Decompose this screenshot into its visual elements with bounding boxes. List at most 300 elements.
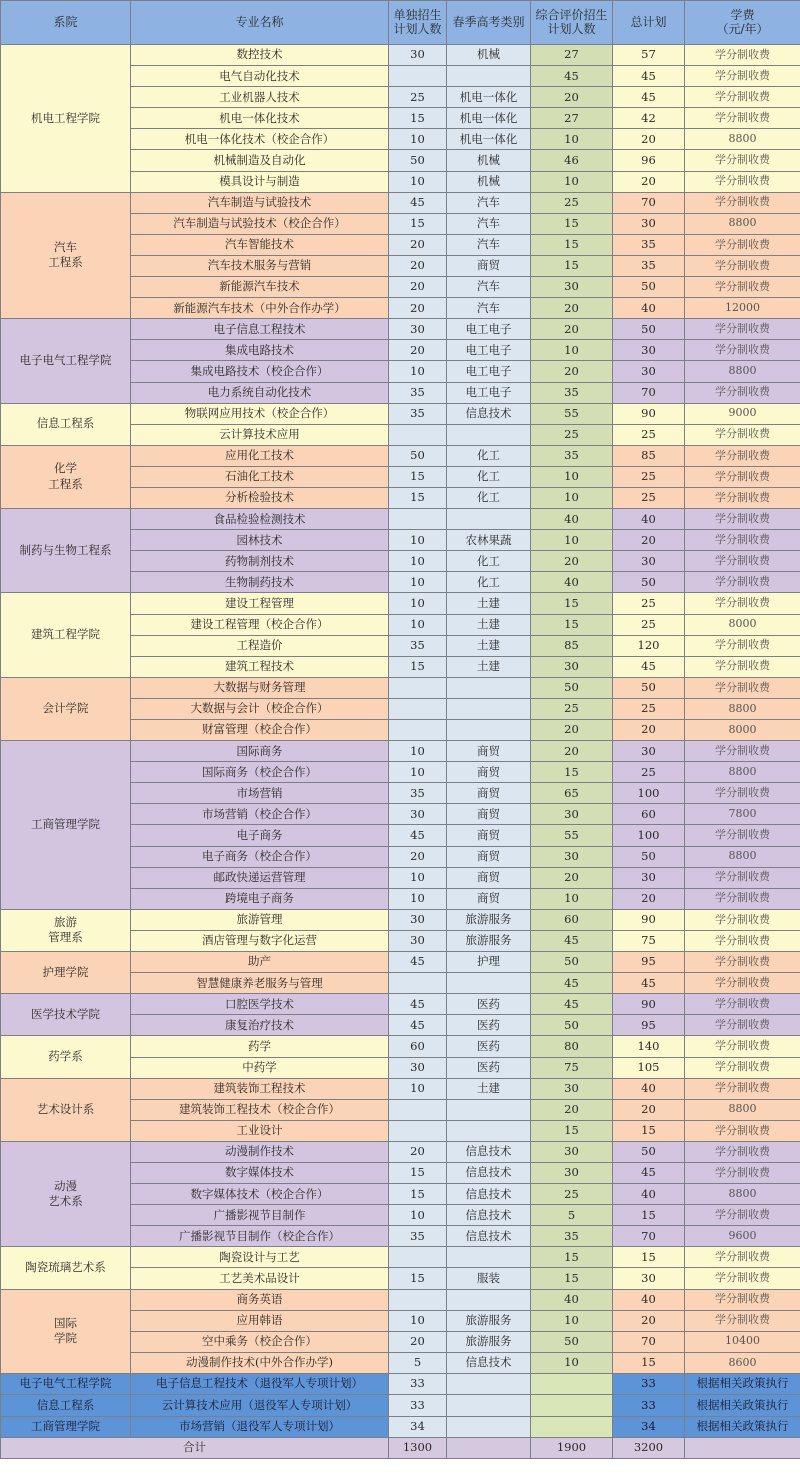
separate-count-cell: 60 [389,1036,447,1057]
total-cell: 140 [613,1036,685,1057]
dept-cell [1,1289,131,1373]
totals-comprehensive: 1900 [531,1437,613,1458]
dept-name-line1: 机电工程学院 [31,110,100,125]
separate-count-cell: 10 [389,1205,447,1226]
separate-count-cell: 35 [389,1226,447,1247]
comprehensive-count-cell: 45 [531,930,613,951]
major-cell: 新能源汽车技术（中外合作办学） [131,298,389,319]
separate-count-cell: 45 [389,952,447,973]
major-cell: 生物制药技术 [131,572,389,593]
fee-cell: 学分制收费 [685,192,800,213]
major-cell: 建设工程管理 [131,593,389,614]
total-cell: 34 [613,1416,685,1437]
category-cell: 化工 [447,551,531,572]
total-cell: 40 [613,1078,685,1099]
major-cell: 机电一体化技术（校企合作） [131,129,389,150]
separate-count-cell: 10 [389,129,447,150]
major-cell: 电子信息工程技术（退役军人专项计划） [131,1373,389,1394]
comprehensive-count-cell: 75 [531,1057,613,1078]
fee-cell: 学分制收费 [685,530,800,551]
comprehensive-count-cell: 45 [531,66,613,87]
table-row [1,403,800,424]
dept-name-line1: 信息工程系 [36,416,95,431]
separate-count-cell: 45 [389,192,447,213]
header-separate-line2: 计划人数 [393,21,442,36]
total-cell: 90 [613,403,685,424]
comprehensive-count-cell: 15 [531,1247,613,1268]
major-cell: 旅游管理 [131,909,389,930]
fee-cell: 学分制收费 [685,825,800,846]
dept-cell: 工商管理学院 [1,1416,131,1437]
category-cell [447,1120,531,1141]
total-cell: 30 [613,361,685,382]
fee-cell: 学分制收费 [685,340,800,361]
comprehensive-count-cell [531,1373,613,1394]
total-cell: 33 [613,1373,685,1394]
comprehensive-count-cell: 20 [531,361,613,382]
dept-name-line1: 艺术设计系 [36,1101,95,1116]
category-cell: 化工 [447,466,531,487]
dept-cell [1,1036,131,1078]
separate-count-cell: 35 [389,635,447,656]
table-row [1,1036,800,1057]
dept-name-line1: 动漫 [54,1178,77,1193]
total-cell: 25 [613,593,685,614]
major-cell: 模具设计与制造 [131,171,389,192]
major-cell: 电子商务（校企合作） [131,846,389,867]
total-cell: 20 [613,1310,685,1331]
fee-cell: 学分制收费 [685,1289,800,1310]
fee-cell: 学分制收费 [685,888,800,909]
fee-cell: 学分制收费 [685,867,800,888]
total-cell: 85 [613,445,685,466]
total-cell: 50 [613,1141,685,1162]
separate-count-cell [389,1099,447,1120]
separate-count-cell: 10 [389,1078,447,1099]
header-comprehensive [531,1,613,45]
comprehensive-count-cell: 20 [531,1099,613,1120]
comprehensive-count-cell: 20 [531,551,613,572]
fee-cell: 学分制收费 [685,677,800,698]
fee-cell: 学分制收费 [685,994,800,1015]
category-cell: 旅游服务 [447,909,531,930]
separate-count-cell: 20 [389,846,447,867]
separate-count-cell: 30 [389,1057,447,1078]
table-row [1,593,800,614]
fee-cell: 学分制收费 [685,909,800,930]
separate-count-cell: 20 [389,340,447,361]
comprehensive-count-cell: 15 [531,1268,613,1289]
separate-count-cell: 30 [389,909,447,930]
total-cell: 20 [613,530,685,551]
major-cell: 市场营销（退役军人专项计划） [131,1416,389,1437]
major-cell: 机械制造及自动化 [131,150,389,171]
major-cell: 汽车制造与试验技术 [131,192,389,213]
totals-total: 3200 [613,1437,685,1458]
total-cell: 20 [613,1099,685,1120]
header-separate-line1: 单独招生 [393,7,442,22]
comprehensive-count-cell: 30 [531,1141,613,1162]
category-cell: 汽车 [447,213,531,234]
fee-cell: 8800 [685,213,800,234]
separate-count-cell: 15 [389,487,447,508]
comprehensive-count-cell: 15 [531,593,613,614]
comprehensive-count-cell: 60 [531,909,613,930]
total-cell: 45 [613,656,685,677]
dept-cell [1,1141,131,1246]
total-cell: 60 [613,804,685,825]
comprehensive-count-cell: 5 [531,1205,613,1226]
total-cell: 42 [613,108,685,129]
table-header [1,1,800,45]
dept-name-line1: 国际 [54,1315,77,1330]
major-cell: 康复治疗技术 [131,1015,389,1036]
dept-cell [1,509,131,593]
total-cell: 95 [613,1015,685,1036]
category-cell: 商贸 [447,804,531,825]
header-fee [685,1,800,45]
major-cell: 建筑工程技术 [131,656,389,677]
major-cell: 新能源汽车技术 [131,277,389,298]
comprehensive-count-cell: 55 [531,403,613,424]
category-cell: 旅游服务 [447,1331,531,1352]
fee-cell: 8800 [685,1099,800,1120]
major-cell: 口腔医学技术 [131,994,389,1015]
dept-name-line1: 陶瓷琉璃艺术系 [25,1260,106,1275]
category-cell [447,1247,531,1268]
category-cell: 商贸 [447,867,531,888]
fee-cell: 7800 [685,804,800,825]
total-cell: 20 [613,720,685,741]
dept-cell [1,952,131,994]
dept-cell [1,1078,131,1141]
category-cell [447,1373,531,1394]
category-cell: 信息技术 [447,1141,531,1162]
separate-count-cell [389,424,447,445]
comprehensive-count-cell: 30 [531,846,613,867]
comprehensive-count-cell: 25 [531,698,613,719]
comprehensive-count-cell: 50 [531,1331,613,1352]
separate-count-cell [389,973,447,994]
major-cell: 集成电路技术 [131,340,389,361]
total-cell: 35 [613,255,685,276]
separate-count-cell: 20 [389,1331,447,1352]
total-cell: 35 [613,234,685,255]
dept-name-line2: 艺术系 [48,1194,83,1209]
total-cell: 45 [613,973,685,994]
separate-count-cell: 30 [389,319,447,340]
fee-cell: 根据相关政策执行 [685,1395,800,1416]
fee-cell: 学分制收费 [685,509,800,530]
separate-count-cell: 20 [389,234,447,255]
category-cell: 商贸 [447,888,531,909]
category-cell: 土建 [447,635,531,656]
total-cell: 100 [613,825,685,846]
category-cell: 机电一体化 [447,87,531,108]
category-cell: 商贸 [447,783,531,804]
separate-count-cell: 30 [389,930,447,951]
category-cell: 信息技术 [447,1352,531,1373]
fee-cell: 学分制收费 [685,1205,800,1226]
fee-cell: 学分制收费 [685,1057,800,1078]
fee-cell: 学分制收费 [685,572,800,593]
category-cell: 机械 [447,45,531,66]
fee-cell: 学分制收费 [685,593,800,614]
separate-count-cell: 10 [389,614,447,635]
major-cell: 分析检验技术 [131,487,389,508]
table-row [1,509,800,530]
separate-count-cell: 20 [389,277,447,298]
comprehensive-count-cell: 80 [531,1036,613,1057]
fee-cell: 学分制收费 [685,1310,800,1331]
comprehensive-count-cell: 27 [531,45,613,66]
comprehensive-count-cell: 30 [531,1078,613,1099]
dept-name-line1: 建筑工程学院 [31,627,100,642]
category-cell: 信息技术 [447,1184,531,1205]
table-row [1,677,800,698]
total-cell: 15 [613,1352,685,1373]
total-cell: 25 [613,762,685,783]
fee-cell: 学分制收费 [685,319,800,340]
header-comprehensive-line2: 计划人数 [547,21,596,36]
separate-count-cell [389,66,447,87]
fee-cell: 8000 [685,720,800,741]
major-cell: 酒店管理与数字化运营 [131,930,389,951]
total-cell: 30 [613,1268,685,1289]
fee-cell: 学分制收费 [685,1120,800,1141]
comprehensive-count-cell: 15 [531,614,613,635]
major-cell: 药物制剂技术 [131,551,389,572]
major-cell: 工程造价 [131,635,389,656]
dept-cell [1,45,131,193]
separate-count-cell: 15 [389,213,447,234]
table-row [1,994,800,1015]
separate-count-cell: 10 [389,171,447,192]
category-cell: 土建 [447,1078,531,1099]
category-cell: 商贸 [447,255,531,276]
header-comprehensive-line1: 综合评价招生 [535,7,608,22]
total-cell: 30 [613,867,685,888]
comprehensive-count-cell: 40 [531,509,613,530]
fee-cell: 学分制收费 [685,1141,800,1162]
major-cell: 大数据与会计（校企合作） [131,698,389,719]
comprehensive-count-cell: 46 [531,150,613,171]
category-cell: 土建 [447,656,531,677]
comprehensive-count-cell [531,1416,613,1437]
comprehensive-count-cell: 45 [531,994,613,1015]
separate-count-cell: 33 [389,1373,447,1394]
category-cell: 机电一体化 [447,129,531,150]
comprehensive-count-cell: 50 [531,1015,613,1036]
fee-cell: 学分制收费 [685,66,800,87]
dept-cell: 电子电气工程学院 [1,1373,131,1394]
dept-name-line1: 电子电气工程学院 [19,353,112,368]
comprehensive-count-cell: 25 [531,1184,613,1205]
major-cell: 国际商务 [131,741,389,762]
category-cell: 服装 [447,1268,531,1289]
fee-cell: 学分制收费 [685,87,800,108]
major-cell: 云计算技术应用 [131,424,389,445]
separate-count-cell: 10 [389,888,447,909]
major-cell: 药学 [131,1036,389,1057]
dept-name-line2: 工程系 [48,476,83,491]
category-cell [447,424,531,445]
separate-count-cell: 50 [389,150,447,171]
category-cell: 医药 [447,1057,531,1078]
fee-cell: 学分制收费 [685,1268,800,1289]
total-cell: 20 [613,888,685,909]
category-cell [447,1416,531,1437]
category-cell [447,720,531,741]
total-cell: 70 [613,382,685,403]
comprehensive-count-cell: 15 [531,1120,613,1141]
category-cell: 机械 [447,150,531,171]
total-cell: 45 [613,1162,685,1183]
category-cell: 旅游服务 [447,930,531,951]
comprehensive-count-cell: 35 [531,382,613,403]
comprehensive-count-cell: 25 [531,192,613,213]
fee-cell: 8800 [685,129,800,150]
separate-count-cell: 10 [389,741,447,762]
table-row [1,45,800,66]
separate-count-cell: 15 [389,656,447,677]
separate-count-cell [389,509,447,530]
major-cell: 助产 [131,952,389,973]
totals-label: 合计 [1,1437,389,1458]
category-cell: 农林果蔬 [447,530,531,551]
fee-cell: 8600 [685,1352,800,1373]
category-cell: 土建 [447,593,531,614]
header-category: 春季高考类别 [447,1,531,45]
comprehensive-count-cell: 10 [531,129,613,150]
separate-count-cell: 10 [389,593,447,614]
category-cell: 信息技术 [447,403,531,424]
major-cell: 机电一体化技术 [131,108,389,129]
major-cell: 电子商务 [131,825,389,846]
comprehensive-count-cell: 30 [531,804,613,825]
dept-name-line1: 旅游 [54,914,77,929]
total-cell: 50 [613,677,685,698]
comprehensive-count-cell [531,1395,613,1416]
category-cell: 电工电子 [447,382,531,403]
fee-cell: 学分制收费 [685,656,800,677]
category-cell: 电工电子 [447,361,531,382]
major-cell: 动漫制作技术(中外合作办学) [131,1352,389,1373]
separate-count-cell: 30 [389,804,447,825]
dept-name-line1: 化学 [54,461,77,476]
dept-cell [1,445,131,508]
total-cell: 15 [613,1120,685,1141]
category-cell: 商贸 [447,741,531,762]
separate-count-cell [389,720,447,741]
fee-cell: 学分制收费 [685,930,800,951]
separate-count-cell: 10 [389,572,447,593]
dept-cell [1,994,131,1036]
header-total: 总计划 [613,1,685,45]
separate-count-cell [389,1247,447,1268]
header-fee-line2: （元/年） [716,21,769,36]
category-cell [447,66,531,87]
category-cell: 护理 [447,952,531,973]
fee-cell: 学分制收费 [685,382,800,403]
category-cell: 机械 [447,171,531,192]
fee-cell: 学分制收费 [685,424,800,445]
major-cell: 汽车技术服务与营销 [131,255,389,276]
comprehensive-count-cell: 20 [531,720,613,741]
category-cell [447,698,531,719]
separate-count-cell: 15 [389,1184,447,1205]
category-cell: 汽车 [447,234,531,255]
major-cell: 电气自动化技术 [131,66,389,87]
total-cell: 40 [613,509,685,530]
category-cell: 医药 [447,994,531,1015]
comprehensive-count-cell: 10 [531,888,613,909]
fee-cell: 9000 [685,403,800,424]
table-row [1,1078,800,1099]
major-cell: 跨境电子商务 [131,888,389,909]
fee-cell: 学分制收费 [685,635,800,656]
total-cell: 70 [613,192,685,213]
category-cell: 土建 [447,614,531,635]
major-cell: 电力系统自动化技术 [131,382,389,403]
major-cell: 智慧健康养老服务与管理 [131,973,389,994]
total-cell: 50 [613,846,685,867]
totals-category [447,1437,531,1458]
major-cell: 食品检验检测技术 [131,509,389,530]
dept-name-line2: 学院 [54,1331,77,1346]
total-cell: 70 [613,1226,685,1247]
fee-cell: 学分制收费 [685,445,800,466]
comprehensive-count-cell: 15 [531,213,613,234]
category-cell: 汽车 [447,192,531,213]
separate-count-cell: 15 [389,108,447,129]
separate-count-cell: 20 [389,298,447,319]
separate-count-cell: 15 [389,466,447,487]
fee-cell: 学分制收费 [685,1015,800,1036]
total-cell: 75 [613,930,685,951]
total-cell: 70 [613,1331,685,1352]
total-cell: 20 [613,171,685,192]
fee-cell: 学分制收费 [685,1036,800,1057]
fee-cell: 学分制收费 [685,1247,800,1268]
fee-cell: 学分制收费 [685,108,800,129]
fee-cell: 8800 [685,1184,800,1205]
comprehensive-count-cell: 40 [531,1289,613,1310]
dept-cell [1,403,131,445]
fee-cell: 8800 [685,846,800,867]
fee-cell: 9600 [685,1226,800,1247]
table-row [1,1289,800,1310]
major-cell: 应用韩语 [131,1310,389,1331]
major-cell: 数控技术 [131,45,389,66]
category-cell [447,973,531,994]
separate-count-cell [389,1120,447,1141]
fee-cell: 8000 [685,614,800,635]
separate-count-cell: 30 [389,45,447,66]
category-cell: 汽车 [447,277,531,298]
fee-cell: 学分制收费 [685,150,800,171]
fee-cell: 学分制收费 [685,1162,800,1183]
separate-count-cell: 10 [389,1310,447,1331]
table-row [1,741,800,762]
major-cell: 邮政快递运营管理 [131,867,389,888]
comprehensive-count-cell: 45 [531,973,613,994]
category-cell [447,509,531,530]
total-cell: 105 [613,1057,685,1078]
total-cell: 30 [613,213,685,234]
separate-count-cell: 35 [389,403,447,424]
fee-cell: 学分制收费 [685,783,800,804]
